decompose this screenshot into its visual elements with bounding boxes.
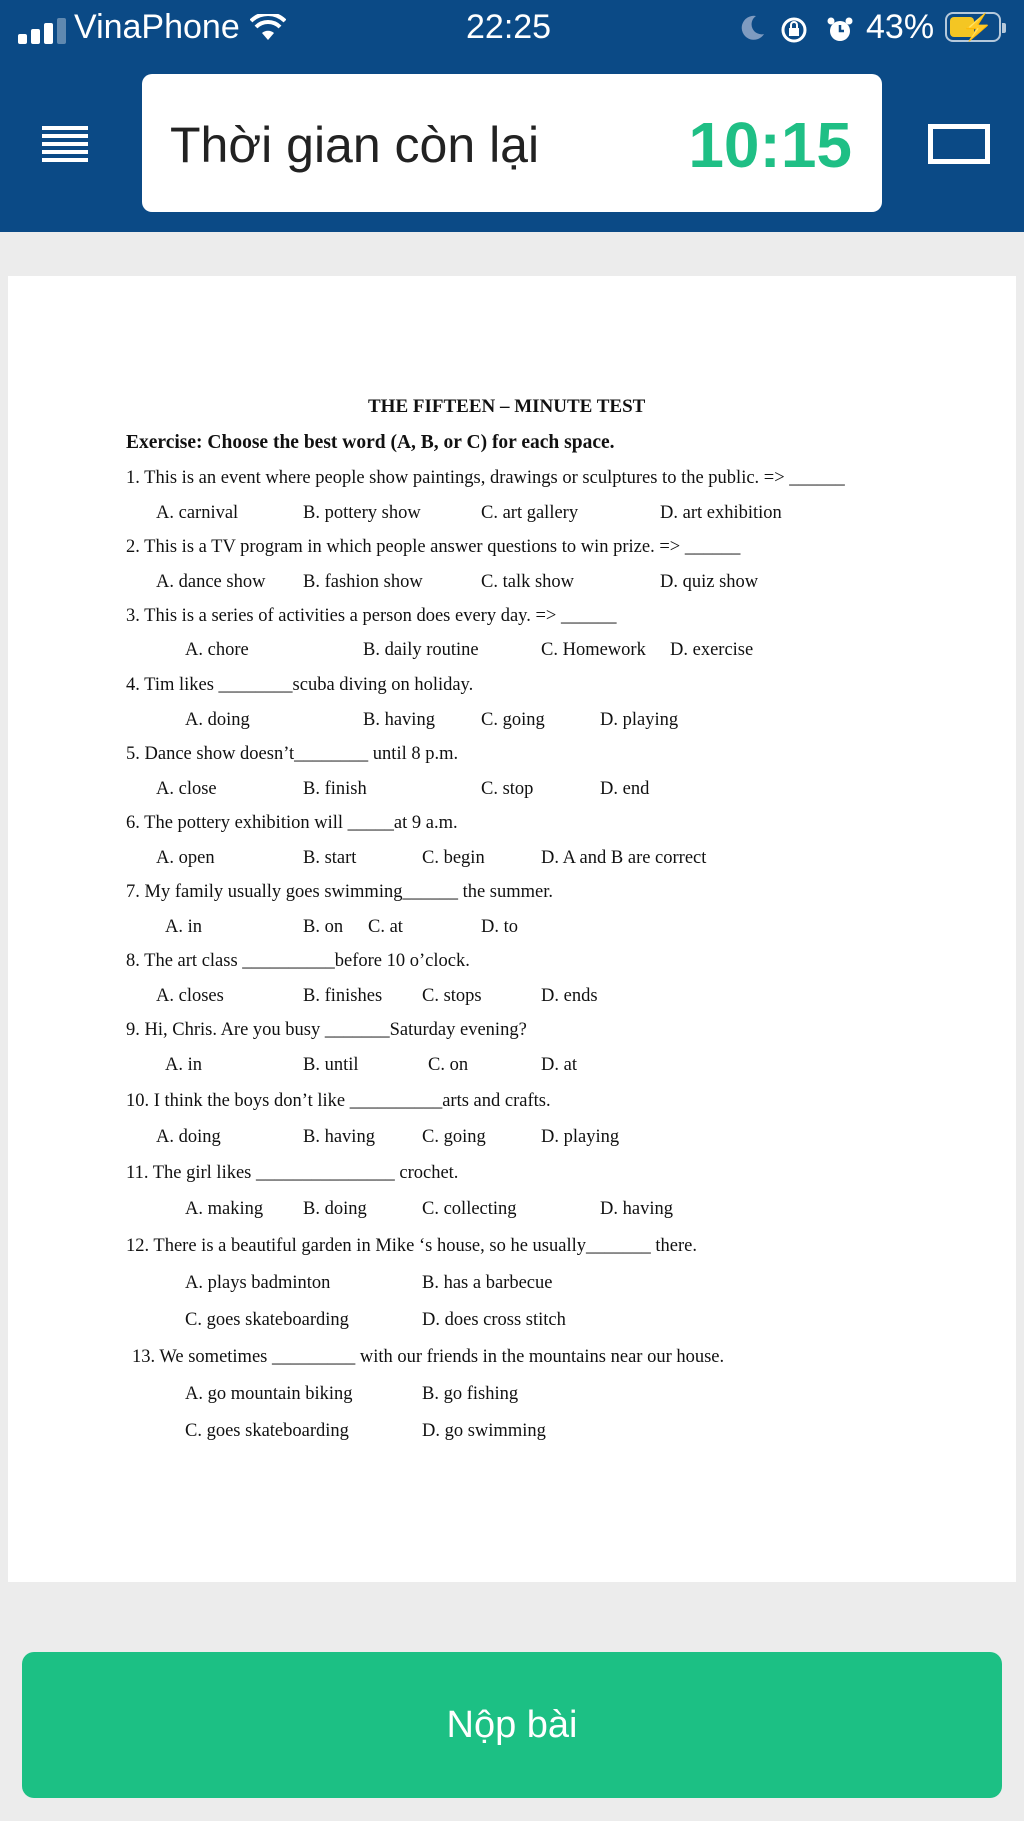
timer-label: Thời gian còn lại [170,117,540,173]
question-2: 2. This is a TV program in which people answer questions to win prize. => ______ [126,537,741,557]
battery-icon: ⚡ [945,12,1001,42]
option: A. making [185,1199,264,1219]
question-12: 12. There is a beautiful garden in Mike ‘s house, so he usually_______ there. [126,1236,697,1256]
document-title: THE FIFTEEN – MINUTE TEST [368,396,646,417]
option: A. dance show [156,572,266,592]
question-8: 8. The art class __________before 10 o’clock. [126,951,470,971]
option: C. goes skateboarding [185,1421,349,1441]
option: A. carnival [156,503,239,523]
option: B. daily routine [363,640,479,660]
question-6: 6. The pottery exhibition will _____at 9 a.m. [126,813,458,833]
timer-value: 10:15 [688,109,852,181]
option: A. plays badminton [185,1273,331,1293]
option: A. close [156,779,217,799]
question-5: 5. Dance show doesn’t________ until 8 p.m. [126,744,459,764]
signal-icon [18,18,74,44]
app-header [0,0,1024,232]
option: D. art exhibition [660,503,782,523]
question-3: 3. This is a series of activities a person does every day. => ______ [126,606,617,626]
option: C. on [428,1055,469,1075]
option: D. exercise [670,640,754,660]
option: B. finish [303,779,367,799]
option: D. playing [541,1127,620,1147]
option: B. until [303,1055,359,1075]
status-bar [0,0,1024,58]
option: A. in [165,917,202,937]
option: A. chore [185,640,249,660]
option: D. A and B are correct [541,848,707,868]
option: C. goes skateboarding [185,1310,349,1330]
option: A. closes [156,986,224,1006]
option: C. collecting [422,1199,517,1219]
test-document [8,276,1016,1582]
carrier-name: VinaPhone [74,8,240,46]
option: D. to [481,917,518,937]
rotation-lock-icon [780,14,808,53]
option: D. having [600,1199,673,1219]
option: D. playing [600,710,679,730]
menu-icon[interactable] [42,126,88,162]
option: B. having [303,1127,375,1147]
document-instruction: Exercise: Choose the best word (A, B, or C) for each space. [126,432,615,453]
question-10: 10. I think the boys don’t like __________arts and crafts. [126,1091,551,1111]
option: C. talk show [481,572,575,592]
option: C. art gallery [481,503,579,523]
submit-button[interactable]: Nộp bài [22,1652,1002,1798]
option: C. going [422,1127,486,1147]
option: B. on [303,917,344,937]
option: B. finishes [303,986,383,1006]
option: C. at [368,917,403,937]
option: B. doing [303,1199,367,1219]
option: B. go fishing [422,1384,519,1404]
option: C. Homework [541,640,646,660]
option: D. end [600,779,650,799]
option: D. does cross stitch [422,1310,566,1330]
question-13: 13. We sometimes _________ with our friends in the mountains near our house. [132,1347,725,1367]
question-7: 7. My family usually goes swimming______ the summer. [126,882,554,902]
option: C. stops [422,986,482,1006]
option: B. having [363,710,435,730]
fullscreen-icon[interactable] [928,124,990,164]
question-9: 9. Hi, Chris. Are you busy _______Saturday evening? [126,1020,527,1040]
alarm-icon [826,14,854,53]
option: B. pottery show [303,503,421,523]
option: A. in [165,1055,202,1075]
option: B. has a barbecue [422,1273,553,1293]
timer-card [142,74,882,212]
battery-percent: 43% [866,8,935,46]
question-1: 1. This is an event where people show paintings, drawings or sculptures to the public. => ______ [126,468,845,488]
option: B. start [303,848,357,868]
option: C. going [481,710,545,730]
option: A. go mountain biking [185,1384,353,1404]
option: C. stop [481,779,534,799]
option: D. ends [541,986,598,1006]
question-11: 11. The girl likes _______________ crochet. [126,1163,459,1183]
option: A. doing [185,710,250,730]
option: C. begin [422,848,485,868]
wifi-icon [250,12,286,51]
option: D. quiz show [660,572,759,592]
option: D. at [541,1055,577,1075]
option: D. go swimming [422,1421,546,1441]
option: A. doing [156,1127,221,1147]
option: B. fashion show [303,572,423,592]
status-time: 22:25 [466,8,552,46]
option: A. open [156,848,215,868]
question-4: 4. Tim likes ________scuba diving on holiday. [126,675,474,695]
moon-icon [738,12,766,51]
